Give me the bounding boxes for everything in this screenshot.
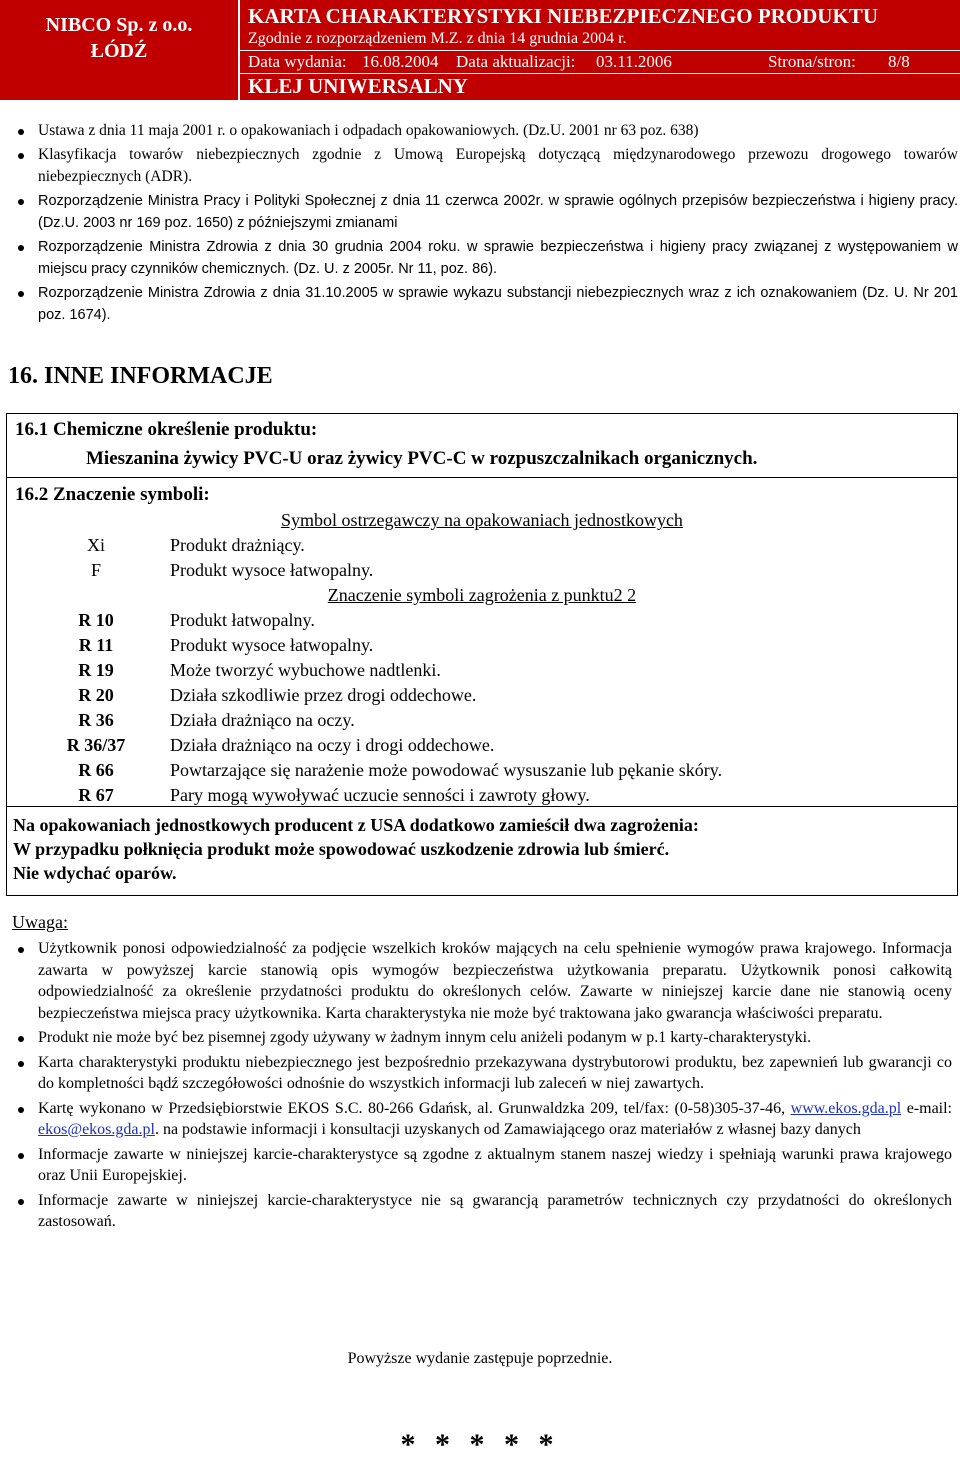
bullet-icon	[18, 199, 24, 205]
usa-warning-line: Na opakowaniach jednostkowych producent z USA dodatkowo zamieścił dwa zagrożenia:	[13, 815, 699, 835]
risk-code: R 36/37	[66, 735, 126, 755]
bullet-icon	[18, 245, 24, 251]
list-item: Informacje zawarte w niniejszej karcie-charakterystyce nie są gwarancją parametrów technicznych czy przydatności do określonych zastosowań.	[18, 1190, 952, 1233]
list-item: Ustawa z dnia 11 maja 2001 r. o opakowaniach i odpadach opakowaniowych. (Dz.U. 2001 nr 63 poz. 638)	[18, 120, 958, 142]
bullet-icon	[18, 1036, 24, 1042]
usa-warning-line: W przypadku połknięcia produkt może spowodować uszkodzenie zdrowia lub śmierć.	[13, 839, 670, 859]
bullet-icon	[18, 1061, 24, 1067]
risk-meaning: Pary mogą wywoływać uczucie senności i zawroty głowy.	[170, 785, 590, 805]
list-item: Użytkownik ponosi odpowiedzialność za podjęcie wszelkich kroków mających na celu spełnienie wymogów prawa krajowego. Informacja zawarta w powyższej karcie stanowią opis wymogów bezpieczeństwa użytkowania preparatu. Użytkownik ponosi całkowitą odpowiedzialność za określenie przydatności produktu do określonych celów. Zawarte w niniejszej karcie dane nie stanowią oceny bezpieczeństwa miejsca pracy użytkownika. Karta charakterystyka nie może być traktowana jako gwarancja właściwości preparatu.	[18, 938, 952, 1024]
bullet-icon	[18, 291, 24, 297]
risk-code: R 10	[78, 610, 114, 630]
issue-date-label: Data wydania:	[248, 52, 347, 71]
update-date: 03.11.2006	[596, 52, 672, 71]
company-block	[0, 0, 238, 100]
risk-meaning: Działa drażniąco na oczy i drogi oddechowe.	[170, 735, 495, 755]
risk-code: R 67	[78, 785, 114, 805]
risk-code: R 66	[78, 760, 114, 780]
risk-meaning: Produkt wysoce łatwopalny.	[170, 635, 374, 655]
bullet-icon	[18, 1153, 24, 1159]
page-number: 8/8	[888, 52, 910, 71]
section-16-box	[6, 413, 958, 807]
risk-code: R 20	[78, 685, 114, 705]
warning-symbols-heading: Symbol ostrzegawczy na opakowaniach jednostkowych	[281, 510, 683, 530]
risk-meaning: Działa drażniąco na oczy.	[170, 710, 355, 730]
bullet-icon	[18, 1107, 24, 1113]
risk-code: R 36	[78, 710, 114, 730]
list-item: Rozporządzenie Ministra Zdrowia z dnia 31.10.2005 w sprawie wykazu substancji niebezpiecznych wraz z ich oznakowaniem (Dz. U. Nr 201 poz. 1674).	[18, 282, 958, 326]
bullet-icon	[18, 1199, 24, 1205]
regulations-list	[18, 120, 958, 328]
document-subtitle: Zgodnie z rozporządzeniem M.Z. z dnia 14 grudnia 2004 r.	[248, 30, 627, 47]
email-link[interactable]: ekos@ekos.gda.pl	[38, 1121, 155, 1138]
list-item: Kartę wykonano w Przedsiębiorstwie EKOS S.C. 80-266 Gdańsk, al. Grunwaldzka 209, tel/fax: (0-58)305-37-46, www.ekos.gda.pl e-mail: ekos@ekos.gda.pl. na podstawie informacji i konsultacji uzyskanych od Zamawiającego oraz materiałów z własnej bazy danych	[18, 1098, 952, 1141]
usa-warning-box	[6, 806, 958, 896]
risk-code: R 19	[78, 660, 114, 680]
risk-code: R 11	[78, 635, 114, 655]
document-header	[0, 0, 960, 100]
bullet-icon	[18, 153, 24, 159]
list-item: Klasyfikacja towarów niebezpiecznych zgodnie z Umową Europejską dotyczącą międzynarodowego przewozu drogowego towarów niebezpiecznych (ADR).	[18, 144, 958, 188]
update-date-label: Data aktualizacji:	[456, 52, 576, 71]
symbol-meaning: Produkt wysoce łatwopalny.	[170, 560, 374, 580]
bullet-icon	[18, 947, 24, 953]
divider	[7, 477, 957, 478]
product-name: KLEJ UNIWERSALNY	[248, 74, 468, 98]
company-name: NIBCO Sp. z o.o.	[45, 14, 193, 36]
document-title: KARTA CHARAKTERYSTYKI NIEBEZPIECZNEGO PRODUKTU	[248, 4, 878, 28]
risk-symbols-heading: Znaczenie symboli zagrożenia z punktu2 2	[327, 585, 637, 605]
end-marker: * * * * *	[400, 1428, 560, 1461]
bullet-icon	[18, 129, 24, 135]
risk-meaning: Produkt łatwopalny.	[170, 610, 315, 630]
risk-meaning: Powtarzające się narażenie może powodować wysuszanie lub pękanie skóry.	[170, 760, 723, 780]
section-heading: 16. INNE INFORMACJE	[8, 363, 273, 389]
page-label: Strona/stron:	[768, 52, 856, 71]
notes-title: Uwaga:	[12, 912, 68, 932]
document-dates-row	[240, 50, 960, 74]
list-item: Rozporządzenie Ministra Zdrowia z dnia 30 grudnia 2004 roku. w sprawie bezpieczeństwa i higieny pracy związanej z występowaniem w miejscu pracy czynników chemicznych. (Dz. U. z 2005r. Nr 11, poz. 86).	[18, 236, 958, 280]
header-info	[240, 0, 960, 100]
list-item: Rozporządzenie Ministra Pracy i Polityki Społecznej z dnia 11 czerwca 2002r. w sprawie ogólnych przepisów bezpieczeństwa i higieny pracy. (Dz.U. 2003 nr 169 poz. 1650) z późniejszymi zmianami	[18, 190, 958, 234]
edition-note: Powyższe wydanie zastępuje poprzednie.	[347, 1350, 613, 1367]
section-16-1-label: 16.1 Chemiczne określenie produktu:	[15, 419, 318, 440]
usa-warning-line: Nie wdychać oparów.	[13, 863, 177, 883]
list-item: Produkt nie może być bez pisemnej zgody używany w żadnym innym celu aniżeli podanym w p.1 karty-charakterystyki.	[18, 1027, 952, 1049]
symbol-meaning: Produkt drażniący.	[170, 535, 305, 555]
list-item: Karta charakterystyki produktu niebezpiecznego jest bezpośrednio przekazywana dystrybutorowi produktu, bez zapewnień lub gwarancji co do kompletności bądź szczegółowości odnośnie do wszystkich informacji lub zaleceń w niej zawartych.	[18, 1052, 952, 1095]
issue-date: 16.08.2004	[362, 52, 439, 71]
section-16-2-label: 16.2 Znaczenie symboli:	[15, 484, 210, 505]
company-city: ŁÓDŹ	[90, 40, 148, 62]
notes-list	[18, 938, 952, 1236]
chemical-description: Mieszanina żywicy PVC-U oraz żywicy PVC-C w rozpuszczalnikach organicznych.	[86, 448, 758, 469]
risk-meaning: Może tworzyć wybuchowe nadtlenki.	[170, 660, 441, 680]
symbol-code: F	[90, 560, 101, 580]
website-link[interactable]: www.ekos.gda.pl	[790, 1099, 902, 1117]
risk-meaning: Działa szkodliwie przez drogi oddechowe.	[170, 685, 477, 705]
symbol-code: Xi	[87, 535, 105, 555]
list-item: Informacje zawarte w niniejszej karcie-charakterystyce są zgodne z aktualnym stanem naszej wiedzy i spełniają warunki prawa krajowego oraz Unii Europejskiej.	[18, 1144, 952, 1187]
